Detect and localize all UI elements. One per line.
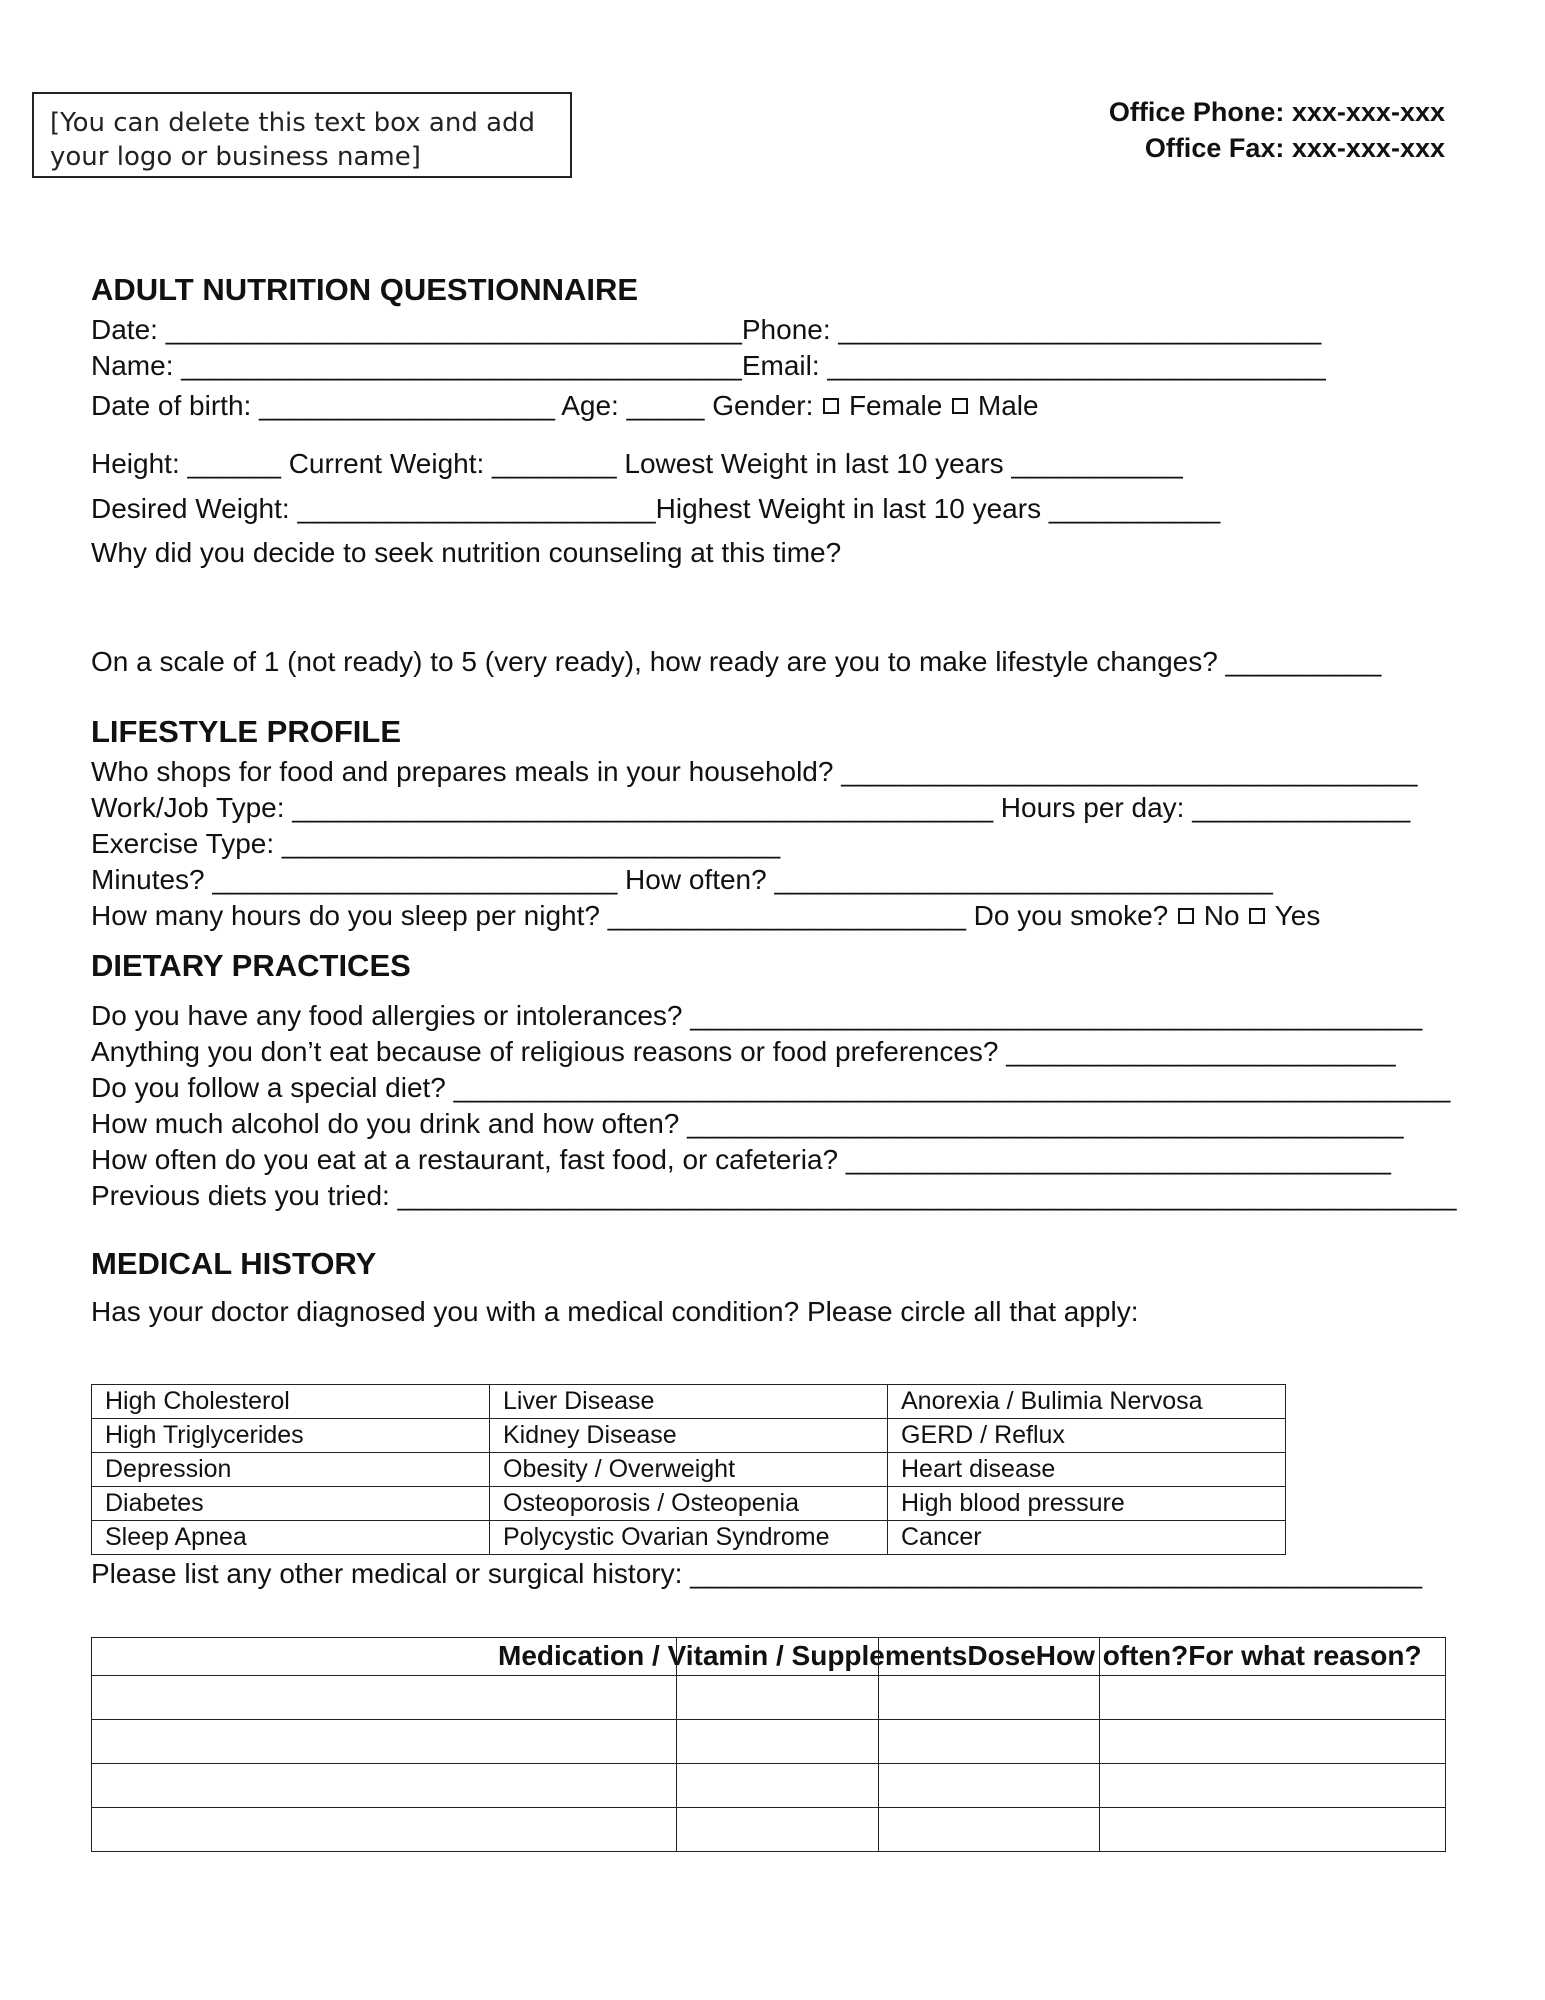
frequency-cell[interactable] (879, 1676, 1100, 1720)
condition-cell[interactable]: Polycystic Ovarian Syndrome (490, 1521, 888, 1555)
medications-header-text: Medication / Vitamin / SupplementsDoseHow often?For what reason? (498, 1640, 1422, 1671)
minutes-line[interactable]: Minutes? __________________________ How often? ________________________________ (91, 864, 1273, 895)
reason-cell[interactable] (1100, 1720, 1446, 1764)
condition-cell[interactable]: Heart disease (888, 1453, 1286, 1487)
logo-placeholder-box[interactable] (32, 92, 572, 178)
lifestyle-heading: LIFESTYLE PROFILE (91, 714, 402, 749)
date-phone-line[interactable]: Date: _____________________________________Phone: _______________________________ (91, 314, 1322, 345)
conditions-table (91, 1384, 1286, 1555)
previous-diets-line[interactable]: Previous diets you tried: ____________________________________________________________________ (91, 1180, 1457, 1211)
height-weight-line[interactable]: Height: ______ Current Weight: ________ Lowest Weight in last 10 years ___________ (91, 448, 1183, 479)
alcohol-line[interactable]: How much alcohol do you drink and how often? ______________________________________________ (91, 1108, 1404, 1139)
reason-cell[interactable] (1100, 1764, 1446, 1808)
readiness-scale-line[interactable]: On a scale of 1 (not ready) to 5 (very ready), how ready are you to make lifestyle changes? __________ (91, 646, 1382, 677)
condition-cell[interactable]: Osteoporosis / Osteopenia (490, 1487, 888, 1521)
allergies-line[interactable]: Do you have any food allergies or intolerances? _______________________________________________ (91, 1000, 1423, 1031)
restaurant-line[interactable]: How often do you eat at a restaurant, fast food, or cafeteria? ___________________________________ (91, 1144, 1391, 1175)
table-row (92, 1720, 1446, 1764)
table-row (92, 1419, 1286, 1453)
office-fax: Office Fax: xxx-xxx-xxx (1144, 133, 1445, 163)
table-row (92, 1764, 1446, 1808)
office-phone: Office Phone: xxx-xxx-xxx (1108, 97, 1445, 127)
medication-cell[interactable] (92, 1720, 677, 1764)
female-checkbox[interactable] (823, 398, 839, 414)
table-row (92, 1385, 1286, 1419)
frequency-cell[interactable] (879, 1764, 1100, 1808)
condition-cell[interactable]: High blood pressure (888, 1487, 1286, 1521)
table-row (92, 1521, 1286, 1555)
religious-line[interactable]: Anything you don’t eat because of religious reasons or food preferences? _________________________ (91, 1036, 1396, 1067)
sleep-smoke-line[interactable] (91, 900, 1320, 932)
dose-cell[interactable] (677, 1676, 879, 1720)
dob-age-gender-label: Date of birth: ___________________ Age: _____ Gender: (91, 390, 814, 421)
sleep-smoke-label: How many hours do you sleep per night? _______________________ Do you smoke? (91, 900, 1169, 931)
table-row (92, 1676, 1446, 1720)
dob-age-gender-line[interactable] (91, 390, 1039, 422)
table-row (92, 1453, 1286, 1487)
condition-cell[interactable]: High Triglycerides (92, 1419, 490, 1453)
reason-cell[interactable] (1100, 1808, 1446, 1852)
medication-cell[interactable] (92, 1676, 677, 1720)
condition-cell[interactable]: Diabetes (92, 1487, 490, 1521)
condition-cell[interactable]: Obesity / Overweight (490, 1453, 888, 1487)
frequency-cell[interactable] (879, 1808, 1100, 1852)
dose-cell[interactable] (677, 1720, 879, 1764)
condition-cell[interactable]: GERD / Reflux (888, 1419, 1286, 1453)
condition-cell[interactable]: High Cholesterol (92, 1385, 490, 1419)
smoke-no-checkbox[interactable] (1178, 908, 1194, 924)
logo-placeholder-line-2: your logo or business name] (50, 142, 421, 172)
condition-cell[interactable]: Liver Disease (490, 1385, 888, 1419)
dose-cell[interactable] (677, 1808, 879, 1852)
desired-weight-line[interactable]: Desired Weight: _______________________Highest Weight in last 10 years ___________ (91, 493, 1221, 524)
medication-cell[interactable] (92, 1808, 677, 1852)
male-label: Male (977, 390, 1039, 421)
page-title: ADULT NUTRITION QUESTIONNAIRE (91, 272, 639, 307)
shops-line[interactable]: Who shops for food and prepares meals in your household? _____________________________________ (91, 756, 1418, 787)
medical-question: Has your doctor diagnosed you with a medical condition? Please circle all that apply: (91, 1296, 1139, 1327)
male-checkbox[interactable] (952, 398, 968, 414)
table-row (92, 1808, 1446, 1852)
condition-cell[interactable]: Anorexia / Bulimia Nervosa (888, 1385, 1286, 1419)
condition-cell[interactable]: Sleep Apnea (92, 1521, 490, 1555)
smoke-yes-checkbox[interactable] (1249, 908, 1265, 924)
exercise-line[interactable]: Exercise Type: ________________________________ (91, 828, 781, 859)
logo-placeholder-line-1: [You can delete this text box and add (50, 108, 536, 138)
work-line[interactable]: Work/Job Type: _____________________________________________ Hours per day: ______________ (91, 792, 1411, 823)
condition-cell[interactable]: Depression (92, 1453, 490, 1487)
condition-cell[interactable]: Cancer (888, 1521, 1286, 1555)
medication-cell[interactable] (92, 1764, 677, 1808)
smoke-yes-label: Yes (1274, 900, 1321, 931)
office-contact (1109, 94, 1445, 166)
why-counseling-question: Why did you decide to seek nutrition counseling at this time? (91, 537, 842, 568)
table-row (92, 1487, 1286, 1521)
other-history-line[interactable]: Please list any other medical or surgical history: _______________________________________________ (91, 1558, 1423, 1589)
name-email-line[interactable]: Name: ____________________________________Email: ________________________________ (91, 350, 1326, 381)
special-diet-line[interactable]: Do you follow a special diet? ________________________________________________________________ (91, 1072, 1451, 1103)
reason-cell[interactable] (1100, 1676, 1446, 1720)
frequency-cell[interactable] (879, 1720, 1100, 1764)
medical-heading: MEDICAL HISTORY (91, 1246, 377, 1281)
smoke-no-label: No (1203, 900, 1240, 931)
female-label: Female (848, 390, 943, 421)
dietary-heading: DIETARY PRACTICES (91, 948, 411, 983)
condition-cell[interactable]: Kidney Disease (490, 1419, 888, 1453)
dose-cell[interactable] (677, 1764, 879, 1808)
